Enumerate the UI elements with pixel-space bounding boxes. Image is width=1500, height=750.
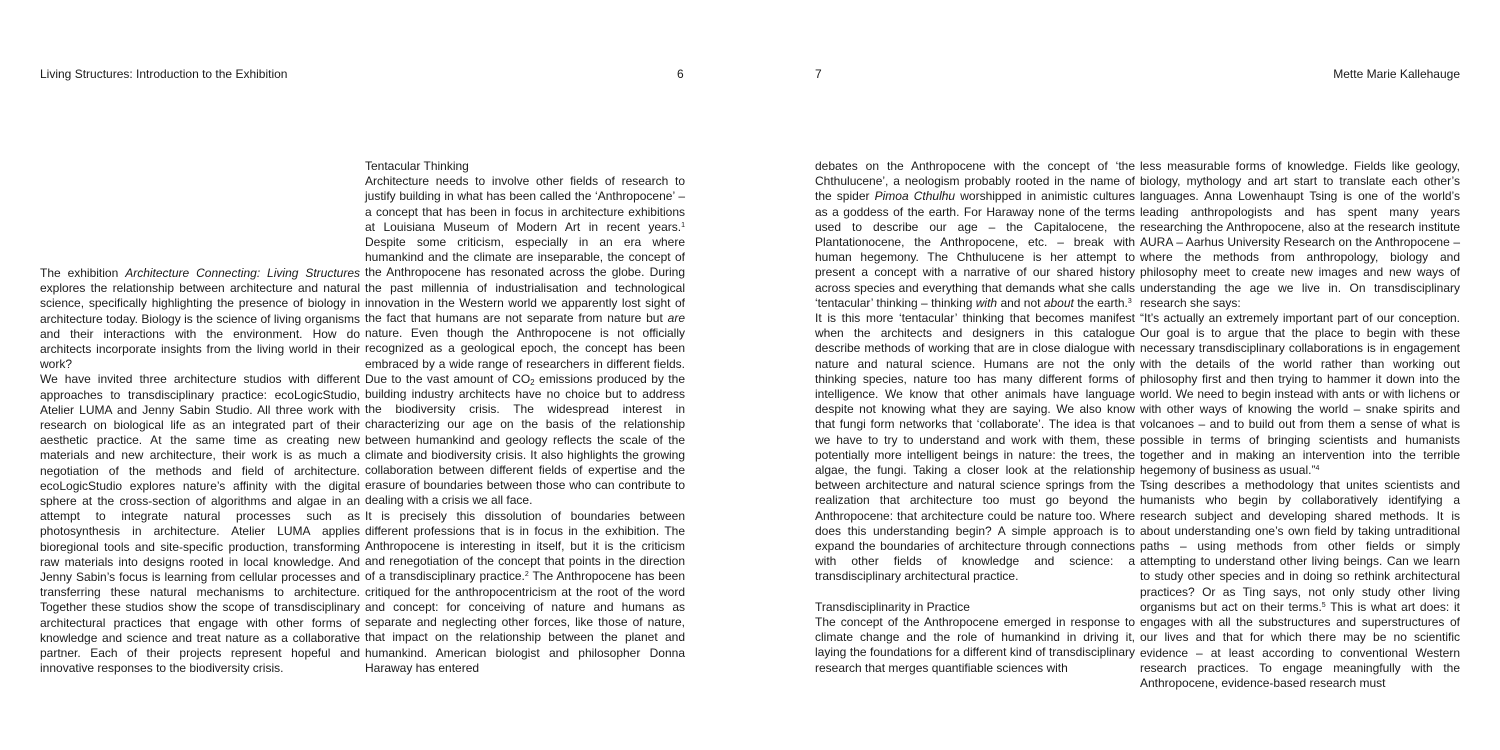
paragraph-spacer	[815, 585, 1135, 600]
left-page-running-title: Living Structures: Introduction to the Exhibition	[40, 67, 288, 81]
footnote-ref: 3	[1127, 297, 1132, 305]
anthropocene-paragraph: Architecture needs to involve other fields of research to justify building in what has been called the ‘Anthropocene’ – a concept that has been in focus in architecture exhibitions at Louisiana Museum of Modern Art in recent years.$^1$ Despite some criticism, especially in an era where humankind and the climate are inseparable, the concept of the Anthropocene has resonated across the globe. During the past millennia of industrialisation and technological innovation in the Western world we apparently lost sight of the fact that humans are not separate from nature but are nature. Even though the Anthropocene is not officially recognized as a geological epoch, the concept has been embraced by a wide range of researchers in different fields. Due to the vast amount of $CO_2$ emissions produced by the building industry architects have no choice but to address the biodiversity crisis. The widespread interest in characterizing our age on the basis of the relationship between humankind and geology reflects the scale of the climate and biodiversity crisis. It also highlights the growing collaboration between different fields of expertise and the erasure of boundaries between those who can contribute to dealing with a crisis we all face.	[365, 174, 685, 508]
footnote-ref: 1	[681, 221, 685, 229]
co2-subscript: 2	[530, 377, 535, 387]
studios-paragraph: We have invited three architecture studios with different approaches to transdisciplinary practice: ecoLogicStudio, Atelier LUMA and Jenny Sabin Studio. All three work with research on biological life as an integrated part of their aesthetic practice. At the same time as creating new materials and new architecture, their work is as much a negotiation of the methods and field of architecture. ecoLogicStudio explores nature’s affinity with the digital sphere at the cross-section of algorithms and algae in an attempt to integrate natural processes such as photosynthesis in architecture. Atelier LUMA applies bioregional tools and site-specific production, transforming raw materials into designs rooted in local knowledge. And Jenny Sabin’s focus is learning from cellular processes and transferring these natural mechanisms to architecture. Together these studios show the scope of transdisciplinary architectural practices that engage with other forms of knowledge and science and treat nature as a collaborative partner. Each of their projects represent hopeful and innovative responses to the biodiversity crisis.	[40, 372, 360, 676]
right-page-author-name: Mette Marie Kallehauge	[1333, 67, 1460, 81]
tsing-intro-paragraph: less measurable forms of knowledge. Fields like geology, biology, mythology and art start to translate each other’s languages. Anna Lowenhaupt Tsing is one of the world’s leading anthropologists and has spent many years researching the Anthropocene, also at the research institute AURA – Aarhus University Research on the Anthropocene – where the methods from anthropology, biology and philosophy meet to create new images and new ways of understanding the age we live in. On transdisciplinary research she says:	[1140, 159, 1460, 310]
right-page-column-2	[1140, 159, 1460, 691]
tsing-quote-paragraph: “It’s actually an extremely important part of our conception. Our goal is to argue that the place to begin with these necessary transdisciplinary collaborations is in engagement with the details of the world rather than working out philosophy first and then trying to hammer it down into the world. We need to begin instead with ants or with lichens or with other ways of knowing the world – snake spirits and volcanoes – and to build out from them a sense of what is possible in terms of bringing scientists and humanists together and in making an intervention into the terrible hegemony of business as usual.”$^4$	[1140, 311, 1460, 478]
exhibition-title: Architecture Connecting: Living Structures	[125, 266, 361, 280]
tentacular-paragraph: It is this more ‘tentacular’ thinking that becomes manifest when the architects and designers in this catalogue describe methods of working that are in close dialogue with nature and natural science. Humans are not the only thinking species, nature too has many different forms of intelligence. We know that other animals have language despite not knowing what they are saying. We also know that fungi form networks that ‘collaborate’. The idea is that we have to try to understand and work with them, these potentially more intelligent beings in nature: the trees, the algae, the fungi. Taking a closer look at the relationship between architecture and natural science springs from the realization that architecture too must go beyond the Anthropocene: that architecture could be nature too. Where does this understanding begin? A simple approach is to expand the boundaries of architecture through connections with other fields of knowledge and science: a transdisciplinary architectural practice.	[815, 311, 1135, 584]
section-heading-transdisciplinarity: Transdisciplinarity in Practice	[815, 599, 970, 614]
methodology-paragraph: Tsing describes a methodology that unites scientists and humanists who begin by collaboratively identifying a research subject and developing shared methods. It is about understanding one’s own field by taking untraditional paths – using methods from other fields or simply attempting to understand other living beings. Can we learn to study other species and in doing so rethink architectural practices? Or as Ting says, not only study other living organisms but act on their terms.$^5$ This is what art does: it engages with all the substructures and superstructures of our lives and that for which there may be no scientific evidence – at least according to conventional Western research practices. To engage meaningfully with the Anthropocene, evidence-based research must	[1140, 478, 1460, 690]
footnote-ref: 2	[524, 571, 529, 579]
transdisciplinary-intro-paragraph: The concept of the Anthropocene emerged in response to climate change and the role of humankind in driving it, laying the foundations for a different kind of transdisciplinary research that merges quantifiable sciences with	[815, 615, 1135, 675]
right-page-number: 7	[815, 67, 822, 81]
left-page-column-2	[365, 159, 685, 676]
footnote-ref: 4	[1315, 465, 1320, 473]
intro-paragraph: The exhibition Architecture Connecting: Living Structures explores the relationship between architecture and natural science, specifically highlighting the presence of biology in architecture today. Biology is the science of living organisms and their interactions with the environment. How do architects incorporate insights from the living world in their work?	[40, 266, 361, 372]
chthulucene-paragraph: debates on the Anthropocene with the concept of ‘the Chthulucene’, a neologism probably rooted in the name of the spider Pimoa Cthulhu worshipped in animistic cultures as a goddess of the earth. For Haraway none of the terms used to describe our age – the Capitalocene, the Plantationocene, the Anthropocene, etc. – break with human hegemony. The Chthulucene is her attempt to present a concept with a narrative of our shared history across species and everything that demands what she calls ‘tentacular’ thinking – thinking with and not about the earth.$^3$	[815, 159, 1135, 310]
right-page-column-1	[815, 159, 1135, 676]
section-heading-tentacular-thinking: Tentacular Thinking	[365, 159, 469, 173]
boundaries-paragraph: It is precisely this dissolution of boundaries between different professions that is in focus in the exhibition. The Anthropocene is interesting in itself, but it is the criticism and renegotiation of the concept that points in the direction of a transdisciplinary practice.$^2$ The Anthropocene has been critiqued for the anthropocentricism at the root of the word and concept: for conceiving of nature and humans as separate and neglecting other forces, like those of nature, that impact on the relationship between the planet and humankind. American biologist and philosopher Donna Haraway has entered	[365, 508, 686, 675]
left-page-number: 6	[677, 67, 684, 81]
footnote-ref: 5	[1321, 601, 1326, 609]
left-page-column-1	[40, 266, 360, 676]
